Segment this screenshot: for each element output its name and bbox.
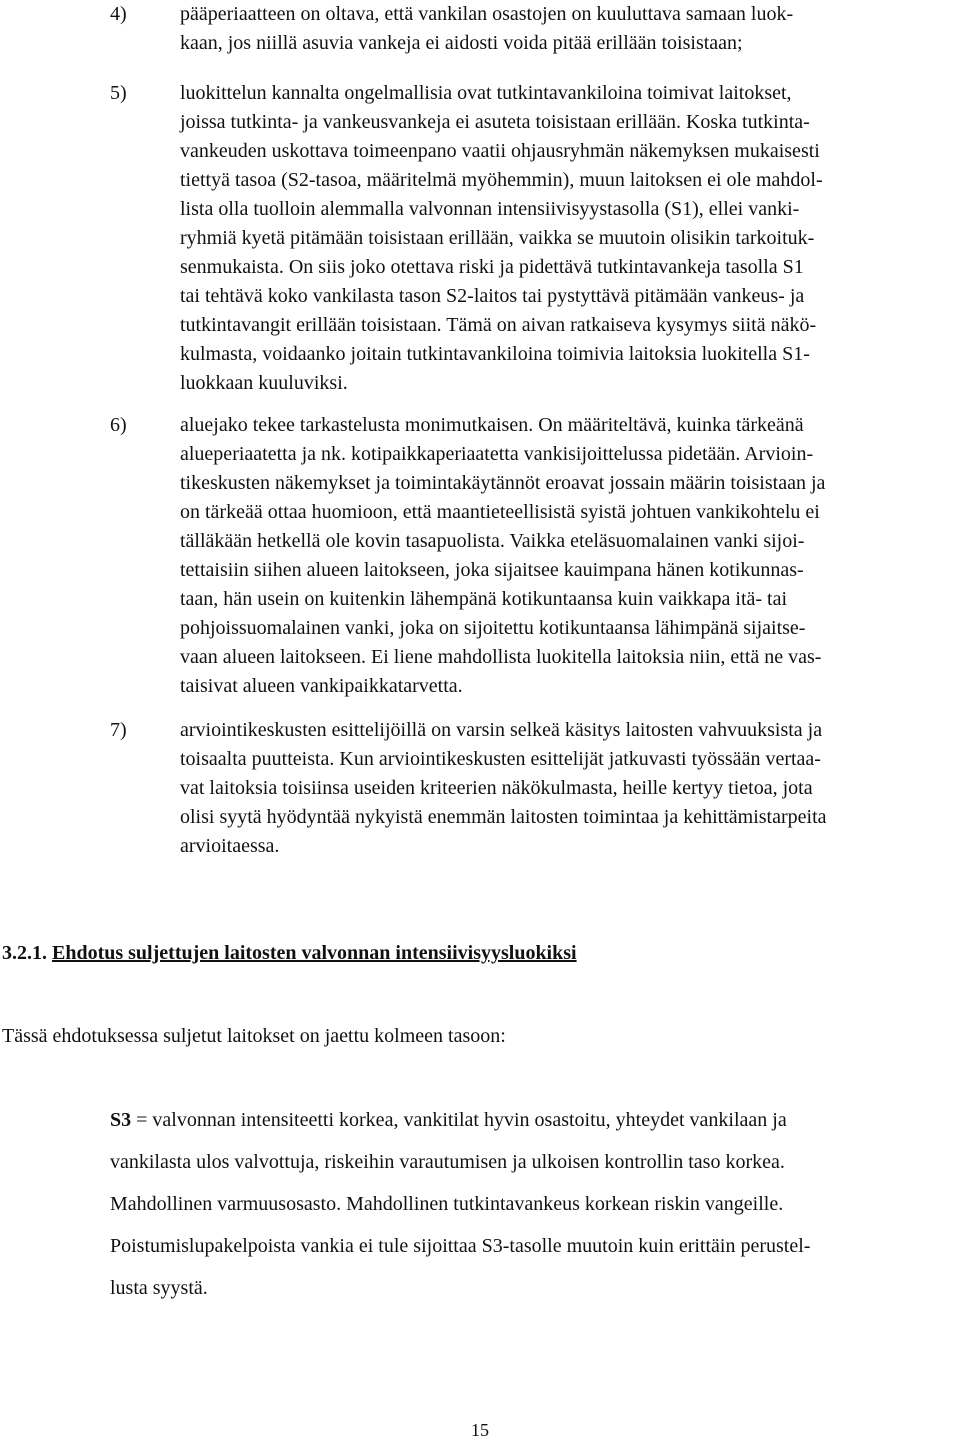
text-line: kulmasta, voidaanko joitain tutkintavankiloina toimivia laitoksia luokitella S1- [180,343,810,365]
text-line: luokittelun kannalta ongelmallisia ovat tutkintavankiloina toimivat laitokset, [180,82,792,104]
text-line: luokkaan kuuluviksi. [180,372,348,394]
text-line: on tärkeää ottaa huomioon, että maantieteellisistä syistä johtuen vankikohtelu ei [180,501,820,523]
text-line: taan, hän usein on kuitenkin lähempänä kotikuntaansa kuin vaikkapa itä- tai [180,588,788,610]
text-line: pääperiaatteen on oltava, että vankilan osastojen on kuuluttava samaan luok- [180,3,794,25]
list-number: 4) [110,3,127,25]
text-line: arvioitaessa. [180,835,280,857]
heading-title: Ehdotus suljettujen laitosten valvonnan intensiivisyysluokiksi [52,942,577,964]
text-line: tettaisiin siihen alueen laitokseen, joka sijaitsee kauimpana hänen kotikunnas- [180,559,804,581]
text-line: Poistumislupakelpoista vankia ei tule sijoittaa S3-tasolle muutoin kuin erittäin perustel- [110,1235,811,1257]
text-line: lusta syystä. [110,1277,208,1299]
text-line: alueperiaatetta ja nk. kotipaikkaperiaatetta vankisijoittelussa pidetään. Arvioin- [180,443,814,465]
text-line: olisi syytä hyödyntää nykyistä enemmän laitosten toimintaa ja kehittämistarpeita [180,806,827,828]
text-line: vankilasta ulos valvottuja, riskeihin varautumisen ja ulkoisen kontrollin taso korkea. [110,1151,785,1173]
text-line: arviointikeskusten esittelijöillä on varsin selkeä käsitys laitosten vahvuuksista ja [180,719,823,741]
s3-definition-line [110,1105,787,1135]
text-line: kaan, jos niillä asuvia vankeja ei aidosti voida pitää erillään toisistaan; [180,32,743,54]
page-number: 15 [471,1420,489,1440]
heading-number: 3.2.1. [2,942,52,964]
s3-label: S3 [110,1109,132,1131]
text-line: = valvonnan intensiteetti korkea, vankitilat hyvin osastoitu, yhteydet vankilaan ja [131,1109,787,1131]
list-number: 5) [110,82,127,104]
text-line: Mahdollinen varmuusosasto. Mahdollinen tutkintavankeus korkean riskin vangeille. [110,1193,784,1215]
text-line: toisaalta puutteista. Kun arviointikeskusten esittelijät jatkuvasti työssään vertaa- [180,748,821,770]
section-heading [2,938,577,968]
text-line: senmukaista. On siis joko otettava riski ja pidettävä tutkintavankeja tasolla S1 [180,256,804,278]
text-line: tikeskusten näkemykset ja toimintakäytännöt eroavat jossain määrin toisistaan ja [180,472,826,494]
list-number: 6) [110,414,127,436]
text-line: vat laitoksia toisiinsa useiden kriteerien näkökulmasta, heille kertyy tietoa, jota [180,777,813,799]
text-line: tiettyä tasoa (S2-tasoa, määritelmä myöhemmin), muun laitoksen ei ole mahdol- [180,169,823,191]
intro-paragraph: Tässä ehdotuksessa suljetut laitokset on jaettu kolmeen tasoon: [2,1025,506,1047]
text-line: vankeuden uskottava toimeenpano vaatii ohjausryhmän näkemyksen mukaisesti [180,140,820,162]
text-line: aluejako tekee tarkastelusta monimutkaisen. On määriteltävä, kuinka tärkeänä [180,414,804,436]
text-line: tai tehtävä koko vankilasta tason S2-laitos tai pystyttävä pitämään vankeus- ja [180,285,805,307]
text-line: vaan alueen laitokseen. Ei liene mahdollista luokitella laitoksia niin, että ne vas- [180,646,822,668]
list-number: 7) [110,719,127,741]
text-line: pohjoissuomalainen vanki, joka on sijoitettu kotikuntaansa lähimpänä sijaitse- [180,617,806,639]
text-line: taisivat alueen vankipaikkatarvetta. [180,675,463,697]
text-line: lista olla tuolloin alemmalla valvonnan intensiivisyystasolla (S1), ellei vanki- [180,198,800,220]
text-line: tutkintavangit erillään toisistaan. Tämä on aivan ratkaiseva kysymys siitä näkö- [180,314,817,336]
text-line: joissa tutkinta- ja vankeusvankeja ei asuteta toisistaan erillään. Koska tutkinta- [180,111,810,133]
text-line: tälläkään hetkellä ole kovin tasapuolista. Vaikka eteläsuomalainen vanki sijoi- [180,530,805,552]
text-line: ryhmiä kyetä pitämään toisistaan erillään, vaikka se muutoin olisikin tarkoituk- [180,227,815,249]
